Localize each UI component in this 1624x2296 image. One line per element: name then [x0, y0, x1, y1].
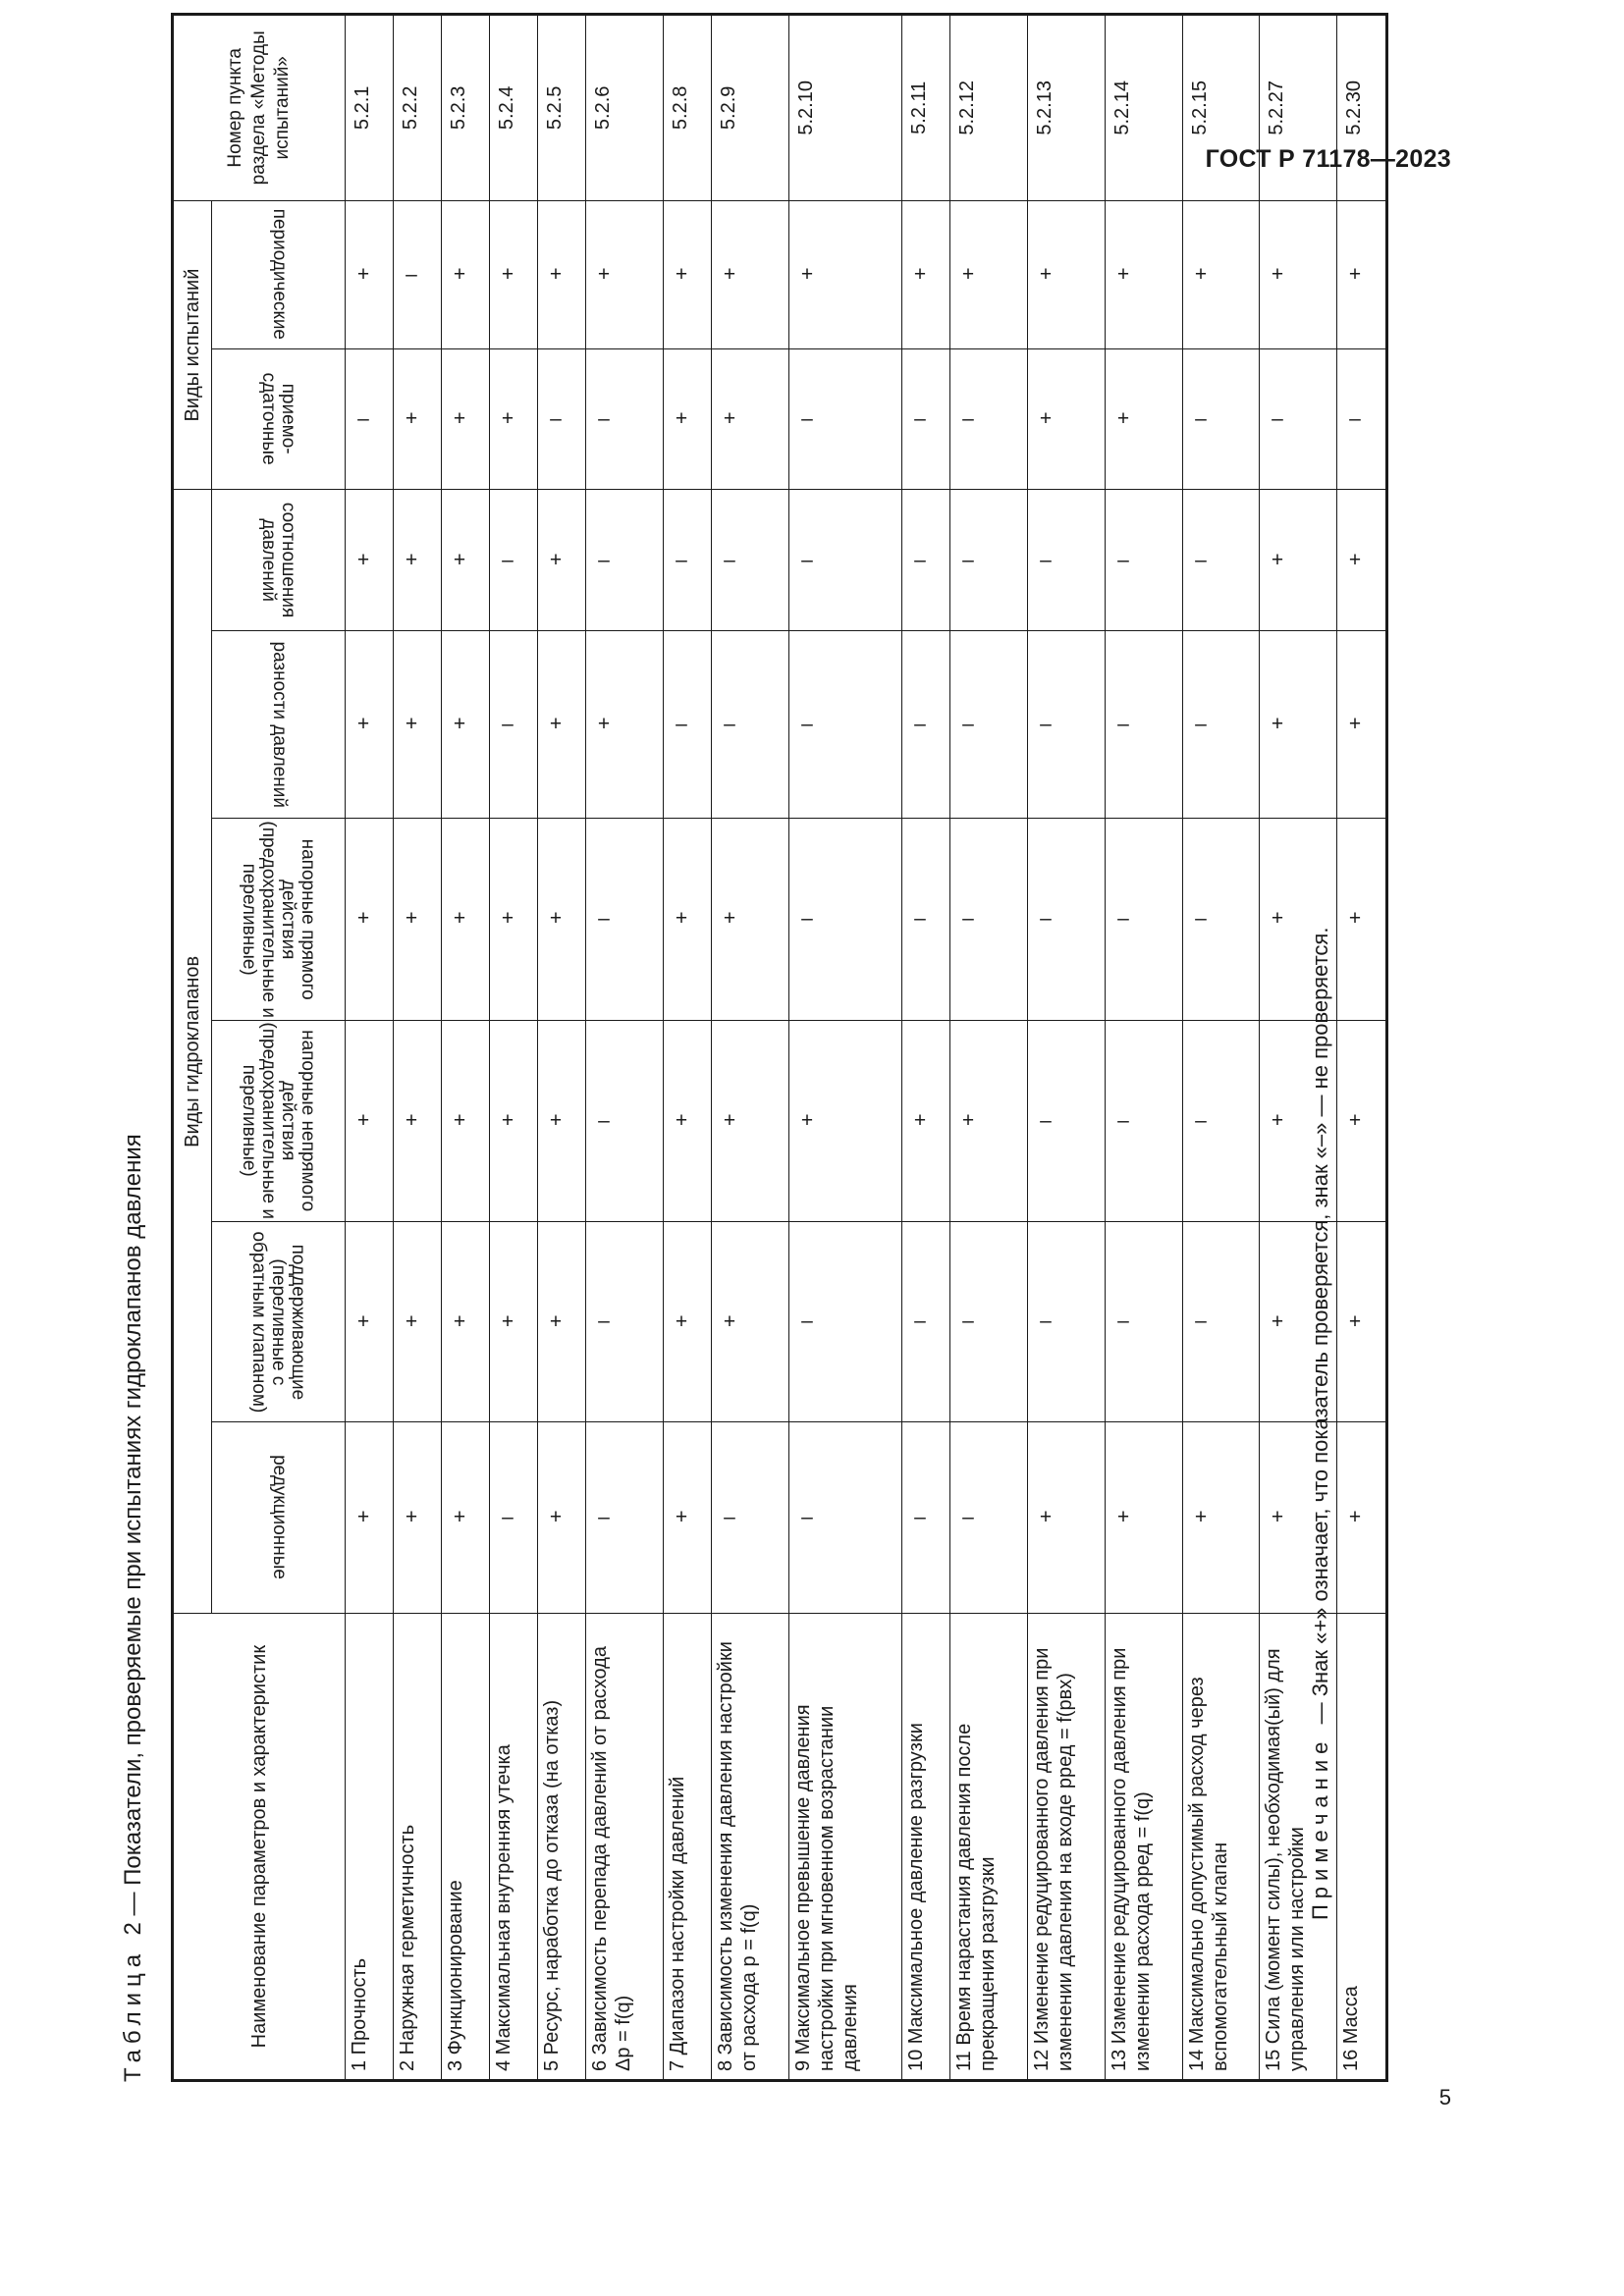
- mark-cell: +: [1337, 200, 1387, 348]
- header-test-types: Виды испытаний: [173, 200, 212, 490]
- mark-cell: +: [586, 200, 664, 348]
- section-number: 5.2.15: [1182, 15, 1260, 201]
- mark-cell: –: [1105, 631, 1182, 819]
- header-col-direct: напорные прямого действия (предохранительные и переливные): [212, 819, 346, 1021]
- mark-cell: –: [1105, 1222, 1182, 1421]
- parameter-name: 5 Ресурс, наработка до отказа (на отказ): [538, 1614, 586, 2081]
- caption-text: 2 — Показатели, проверяемые при испытаниях гидроклапанов давления: [120, 1134, 146, 1936]
- section-number: 5.2.11: [901, 15, 949, 201]
- header-col-ratio: соотношения давлений: [212, 490, 346, 631]
- mark-cell: –: [490, 490, 538, 631]
- table-row: [442, 15, 490, 2081]
- mark-cell: +: [1337, 1421, 1387, 1614]
- mark-cell: +: [538, 631, 586, 819]
- mark-cell: +: [901, 200, 949, 348]
- mark-cell: –: [664, 631, 712, 819]
- table-row: [346, 15, 394, 2081]
- section-number: 5.2.5: [538, 15, 586, 201]
- parameter-name: 9 Максимальное превышение давления настройки при мгновенном возрастании давления: [789, 1614, 902, 2081]
- mark-cell: +: [664, 1222, 712, 1421]
- mark-cell: +: [1260, 490, 1337, 631]
- table-body: [346, 15, 1387, 2081]
- mark-cell: +: [789, 1020, 902, 1222]
- mark-cell: –: [1105, 1020, 1182, 1222]
- mark-cell: +: [1105, 1421, 1182, 1614]
- mark-cell: –: [1182, 1222, 1260, 1421]
- header-col-acceptance: приемо-сдаточные: [212, 348, 346, 490]
- mark-cell: +: [1337, 631, 1387, 819]
- mark-cell: +: [442, 631, 490, 819]
- note-label: Примечание: [1308, 1735, 1332, 1920]
- parameter-name: 6 Зависимость перепада давлений от расхода Δp = f(q): [586, 1614, 664, 2081]
- mark-cell: +: [538, 1020, 586, 1222]
- mark-cell: +: [1260, 1421, 1337, 1614]
- header-valve-types: Виды гидроклапанов: [173, 490, 212, 1614]
- section-number: 5.2.4: [490, 15, 538, 201]
- mark-cell: +: [394, 819, 442, 1021]
- parameter-name: 4 Максимальная внутренняя утечка: [490, 1614, 538, 2081]
- mark-cell: –: [901, 348, 949, 490]
- mark-cell: +: [490, 348, 538, 490]
- parameter-name: 13 Изменение редуцированного давления при изменении расхода pред = f(q): [1105, 1614, 1182, 2081]
- header-param: Наименование параметров и характеристик: [173, 1614, 346, 2081]
- section-number: 5.2.6: [586, 15, 664, 201]
- mark-cell: +: [442, 1222, 490, 1421]
- mark-cell: –: [1105, 819, 1182, 1021]
- parameter-name: 16 Масса: [1337, 1614, 1387, 2081]
- header-col-indirect: напорные непрямого действия (предохранительные и переливные): [212, 1020, 346, 1222]
- mark-cell: –: [1027, 490, 1105, 631]
- mark-cell: +: [949, 200, 1027, 348]
- mark-cell: –: [1105, 490, 1182, 631]
- mark-cell: +: [1027, 1421, 1105, 1614]
- mark-cell: +: [346, 1020, 394, 1222]
- mark-cell: +: [1260, 200, 1337, 348]
- parameter-name: 7 Диапазон настройки давлений: [664, 1614, 712, 2081]
- mark-cell: –: [949, 819, 1027, 1021]
- mark-cell: –: [789, 631, 902, 819]
- mark-cell: +: [442, 490, 490, 631]
- mark-cell: –: [949, 1421, 1027, 1614]
- mark-cell: +: [1337, 1020, 1387, 1222]
- mark-cell: –: [789, 1421, 902, 1614]
- mark-cell: –: [789, 1222, 902, 1421]
- mark-cell: +: [1260, 1020, 1337, 1222]
- parameter-name: 11 Время нарастания давления после прекращения разгрузки: [949, 1614, 1027, 2081]
- table-row: [1337, 15, 1387, 2081]
- mark-cell: +: [949, 1020, 1027, 1222]
- mark-cell: +: [538, 819, 586, 1021]
- parameter-name: 1 Прочность: [346, 1614, 394, 2081]
- mark-cell: +: [664, 200, 712, 348]
- table-caption: [120, 1134, 147, 2082]
- mark-cell: +: [490, 819, 538, 1021]
- mark-cell: –: [538, 348, 586, 490]
- parameter-name: 8 Зависимость изменения давления настройки от расхода p = f(q): [712, 1614, 789, 2081]
- mark-cell: +: [1105, 200, 1182, 348]
- mark-cell: +: [346, 631, 394, 819]
- mark-cell: –: [1027, 1222, 1105, 1421]
- table-row: [1105, 15, 1182, 2081]
- mark-cell: –: [586, 819, 664, 1021]
- mark-cell: –: [789, 819, 902, 1021]
- mark-cell: –: [1182, 819, 1260, 1021]
- table-row: [712, 15, 789, 2081]
- mark-cell: +: [490, 1222, 538, 1421]
- mark-cell: +: [394, 1020, 442, 1222]
- mark-cell: +: [1027, 200, 1105, 348]
- mark-cell: +: [442, 819, 490, 1021]
- mark-cell: –: [901, 631, 949, 819]
- mark-cell: –: [1182, 631, 1260, 819]
- mark-cell: +: [346, 490, 394, 631]
- mark-cell: –: [712, 631, 789, 819]
- mark-cell: –: [1182, 490, 1260, 631]
- mark-cell: –: [1260, 348, 1337, 490]
- mark-cell: –: [949, 490, 1027, 631]
- mark-cell: +: [664, 1020, 712, 1222]
- mark-cell: –: [490, 1421, 538, 1614]
- mark-cell: –: [664, 490, 712, 631]
- mark-cell: +: [1337, 819, 1387, 1021]
- mark-cell: +: [346, 819, 394, 1021]
- header-col-sustaining: поддерживающие (переливные с обратным клапаном): [212, 1222, 346, 1421]
- caption-prefix: Таблица: [120, 1948, 146, 2082]
- mark-cell: +: [1182, 1421, 1260, 1614]
- parameter-name: 2 Наружная герметичность: [394, 1614, 442, 2081]
- mark-cell: –: [1027, 1020, 1105, 1222]
- mark-cell: +: [442, 1421, 490, 1614]
- mark-cell: –: [1027, 631, 1105, 819]
- mark-cell: –: [586, 490, 664, 631]
- parameter-name: 12 Изменение редуцированного давления при изменении давления на входе pред = f(pвх): [1027, 1614, 1105, 2081]
- mark-cell: +: [394, 1421, 442, 1614]
- mark-cell: +: [394, 1222, 442, 1421]
- section-number: 5.2.2: [394, 15, 442, 201]
- page-number: 5: [1438, 2085, 1451, 2109]
- mark-cell: +: [442, 1020, 490, 1222]
- table-row: [394, 15, 442, 2081]
- indicators-table: [171, 13, 1388, 2082]
- table-row: [789, 15, 902, 2081]
- mark-cell: –: [1182, 1020, 1260, 1222]
- mark-cell: +: [664, 348, 712, 490]
- mark-cell: +: [442, 348, 490, 490]
- table-row: [664, 15, 712, 2081]
- mark-cell: –: [789, 348, 902, 490]
- mark-cell: –: [490, 631, 538, 819]
- mark-cell: +: [346, 1222, 394, 1421]
- parameter-name: 10 Максимальное давление разгрузки: [901, 1614, 949, 2081]
- section-number: 5.2.10: [789, 15, 902, 201]
- mark-cell: –: [901, 1421, 949, 1614]
- mark-cell: +: [664, 819, 712, 1021]
- table-row: [586, 15, 664, 2081]
- parameter-name: 3 Функционирование: [442, 1614, 490, 2081]
- mark-cell: +: [1260, 631, 1337, 819]
- mark-cell: –: [712, 490, 789, 631]
- table-row: [901, 15, 949, 2081]
- mark-cell: +: [712, 348, 789, 490]
- section-number: 5.2.27: [1260, 15, 1337, 201]
- mark-cell: –: [586, 1421, 664, 1614]
- header-section: Номер пункта раздела «Методы испытаний»: [173, 15, 346, 201]
- mark-cell: –: [394, 200, 442, 348]
- section-number: 5.2.1: [346, 15, 394, 201]
- mark-cell: +: [538, 490, 586, 631]
- mark-cell: +: [789, 200, 902, 348]
- mark-cell: –: [586, 348, 664, 490]
- mark-cell: +: [712, 200, 789, 348]
- mark-cell: +: [538, 1421, 586, 1614]
- standard-designation: ГОСТ Р 71178—2023: [1205, 145, 1451, 173]
- section-number: 5.2.14: [1105, 15, 1182, 201]
- parameter-name: 15 Сила (момент силы), необходимая(ый) для управления или настройки: [1260, 1614, 1337, 2081]
- mark-cell: +: [490, 200, 538, 348]
- mark-cell: –: [1337, 348, 1387, 490]
- mark-cell: +: [490, 1020, 538, 1222]
- note-text: — Знак «+» означает, что показатель проверяется, знак «–» — не проверяется.: [1308, 927, 1332, 1725]
- rotated-table-block: [98, 1, 1414, 2082]
- mark-cell: –: [1182, 348, 1260, 490]
- mark-cell: –: [346, 348, 394, 490]
- mark-cell: –: [949, 631, 1027, 819]
- section-number: 5.2.3: [442, 15, 490, 201]
- header-col-periodic: периодические: [212, 200, 346, 348]
- mark-cell: +: [346, 1421, 394, 1614]
- mark-cell: +: [712, 819, 789, 1021]
- table-row: [949, 15, 1027, 2081]
- table-row: [490, 15, 538, 2081]
- mark-cell: +: [712, 1222, 789, 1421]
- mark-cell: –: [901, 490, 949, 631]
- mark-cell: +: [1337, 1222, 1387, 1421]
- table-note: [1308, 928, 1333, 1920]
- mark-cell: +: [712, 1020, 789, 1222]
- header-col-difference: разности давлений: [212, 631, 346, 819]
- mark-cell: +: [394, 348, 442, 490]
- section-number: 5.2.30: [1337, 15, 1387, 201]
- mark-cell: +: [538, 200, 586, 348]
- mark-cell: +: [1182, 200, 1260, 348]
- mark-cell: –: [901, 1222, 949, 1421]
- section-number: 5.2.8: [664, 15, 712, 201]
- mark-cell: –: [949, 348, 1027, 490]
- mark-cell: +: [1337, 490, 1387, 631]
- mark-cell: +: [1260, 1222, 1337, 1421]
- mark-cell: –: [901, 819, 949, 1021]
- parameter-name: 14 Максимально допустимый расход через вспомогательный клапан: [1182, 1614, 1260, 2081]
- mark-cell: +: [1027, 348, 1105, 490]
- mark-cell: –: [789, 490, 902, 631]
- table-row: [1027, 15, 1105, 2081]
- mark-cell: +: [901, 1020, 949, 1222]
- mark-cell: +: [394, 631, 442, 819]
- mark-cell: –: [712, 1421, 789, 1614]
- mark-cell: +: [586, 631, 664, 819]
- mark-cell: +: [346, 200, 394, 348]
- mark-cell: +: [1260, 819, 1337, 1021]
- section-number: 5.2.13: [1027, 15, 1105, 201]
- mark-cell: –: [949, 1222, 1027, 1421]
- table-row: [1182, 15, 1260, 2081]
- mark-cell: –: [586, 1020, 664, 1222]
- section-number: 5.2.9: [712, 15, 789, 201]
- mark-cell: +: [664, 1421, 712, 1614]
- mark-cell: +: [1105, 348, 1182, 490]
- mark-cell: +: [442, 200, 490, 348]
- section-number: 5.2.12: [949, 15, 1027, 201]
- mark-cell: –: [586, 1222, 664, 1421]
- table-row: [538, 15, 586, 2081]
- mark-cell: +: [394, 490, 442, 631]
- mark-cell: +: [538, 1222, 586, 1421]
- mark-cell: –: [1027, 819, 1105, 1021]
- header-col-reduction: редукционные: [212, 1421, 346, 1614]
